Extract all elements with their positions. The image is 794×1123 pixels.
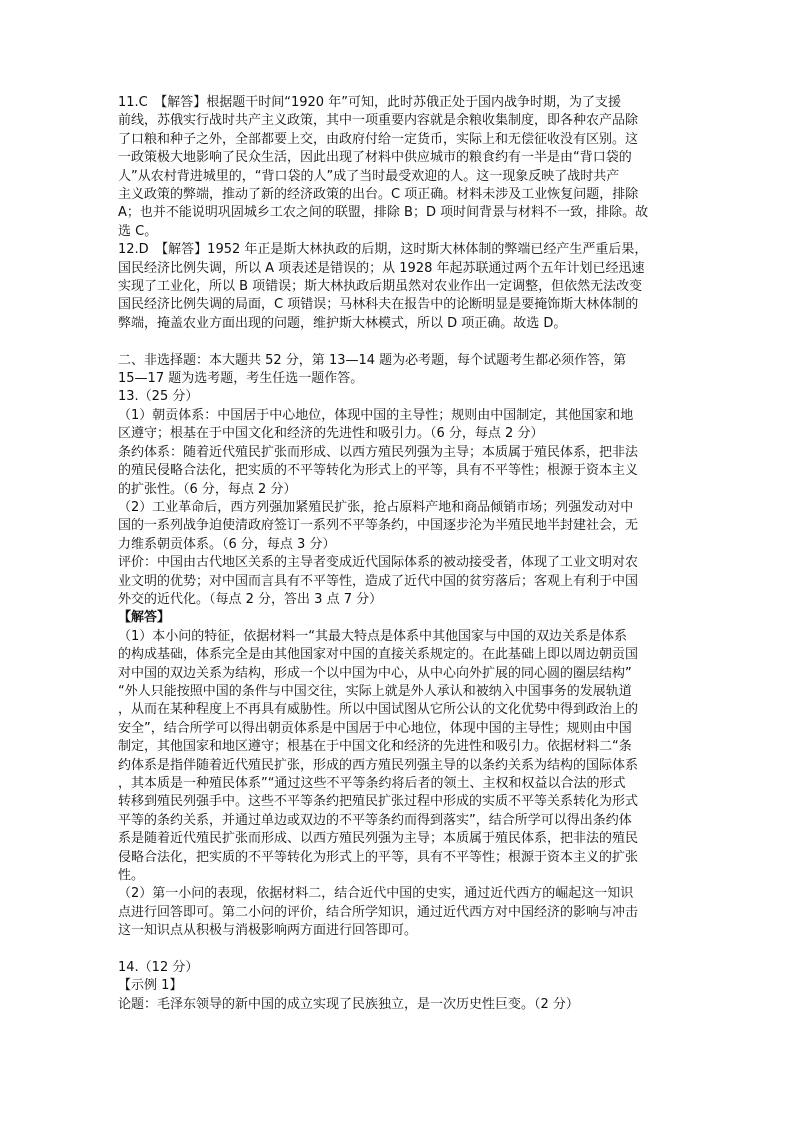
text-line: 人”从农村背进城里的，“背口袋的人”成了当时最受欢迎的人。这一现象反映了战时共产: [118, 168, 620, 184]
text-line: 二、非选择题：本大题共 52 分，第 13—14 题为必考题，每个试题考生都必须作答，第: [118, 352, 627, 368]
text-line: 实现了工业化，所以 B 项错误；斯大林执政后期虽然对农业作出一定调整，但依然无法改变: [118, 279, 643, 295]
text-line: A；也并不能说明巩固城乡工农之间的联盟，排除 B；D 项时间背景与材料不一致，排除。故: [118, 205, 649, 221]
text-line: 制定，其他国家和地区遵守；根基在于中国文化和经济的先进性和吸引力。依据材料二“条: [118, 739, 632, 755]
text-line: 14.（12 分）: [118, 960, 199, 976]
text-line: ，其本质是一种殖民体系”“通过这些不平等条约将后者的领土、主权和权益以合法的形式: [118, 776, 626, 792]
text-line: 的扩张性。（6 分，每点 2 分）: [118, 481, 297, 497]
text-line: （1）本小问的特征，依据材料一“其最大特点是体系中其他国家与中国的双边关系是体系: [118, 628, 628, 644]
text-line: 力维系朝贡体系。（6 分，每点 3 分）: [118, 536, 336, 552]
text-line: 对中国的双边关系为结构，形成一个以中国为中心，从中心向外扩展的同心圆的圈层结构”: [118, 665, 632, 681]
text-line: 点进行回答即可。第二小问的评价，结合所学知识，通过近代西方对中国经济的影响与冲击: [118, 904, 639, 920]
document-page: [118, 94, 678, 1014]
text-line: 性。: [118, 868, 145, 884]
text-line: 论题：毛泽东领导的新中国的成立实现了民族独立，是一次历史性巨变。（2 分）: [118, 996, 579, 1012]
text-line: 13.（25 分）: [118, 389, 199, 405]
text-line: 主义政策的弊端，推动了新的经济政策的出台。C 项正确。材料未涉及工业恢复问题，排除: [118, 187, 639, 203]
text-line: 12.D 【解答】1952 年正是斯大林执政的后期，这时斯大林体制的弊端已经产生严重后果，: [118, 242, 648, 258]
text-line: 【示例 1】: [118, 978, 183, 994]
text-line: 转移到殖民列强手中。这些不平等条约把殖民扩张过程中形成的实质不平等关系转化为形式: [118, 794, 639, 810]
text-line: 的构成基础，体系完全是由其他国家对中国的直接关系规定的。在此基础上即以周边朝贡国: [118, 647, 639, 663]
text-line: 安全”，结合所学可以得出朝贡体系是中国居于中心地位，体现中国的主导性；规则由中国: [118, 720, 632, 736]
text-line: 选 C。: [118, 223, 158, 239]
text-line: 侵略合法化，把实质的不平等转化为形式上的平等，具有不平等性；根源于资本主义的扩张: [118, 849, 639, 865]
text-line: 11.C 【解答】根据题干时间“1920 年”可知，此时苏俄正处于国内战争时期，为了支援: [118, 95, 621, 110]
text-line: 外交的近代化。（每点 2 分，答出 3 点 7 分）: [118, 591, 383, 607]
text-line: ，从而在某种程度上不再具有威胁性。所以中国试图从它所公认的文化优势中得到政治上的: [118, 702, 639, 718]
text-line: 的殖民侵略合法化，把实质的不平等转化为形式上的平等，具有不平等性；根源于资本主义: [118, 463, 639, 479]
text-line: （1）朝贡体系：中国居于中心地位，体现中国的主导性；规则由中国制定，其他国家和地: [118, 407, 634, 423]
text-line: 评价：中国由古代地区关系的主导者变成近代国际体系的被动接受者，体现了工业文明对农: [118, 555, 639, 571]
text-line: 一政策极大地影响了民众生活，因此出现了材料中供应城市的粮食约有一半是由“背口袋的: [118, 150, 632, 166]
text-line: 平等的条约关系，并通过单边或双边的不平等条约而得到落实”，结合所学可以得出条约体: [118, 812, 632, 828]
text-line: 前线，苏俄实行战时共产主义政策，其中一项重要内容就是余粮收集制度，即各种农产品除: [118, 113, 639, 129]
text-line: 【解答】: [118, 610, 171, 626]
text-line: 系是随着近代殖民扩张而形成、以西方殖民列强为主导；本质属于殖民体系，把非法的殖民: [118, 831, 639, 847]
text-line: 这一知识点从积极与消极影响两方面进行回答即可。: [118, 923, 418, 939]
text-line: （2）第一小问的表现，依据材料二，结合近代中国的史实，通过近代西方的崛起这一知识: [118, 886, 634, 902]
text-line: 15—17 题为选考题，考生任选一题作答。: [118, 371, 364, 387]
text-line: 区遵守；根基在于中国文化和经济的先进性和吸引力。（6 分，每点 2 分）: [118, 426, 544, 442]
text-line: 弊端，掩盖农业方面出现的问题，维护斯大林模式，所以 D 项正确。故选 D。: [118, 315, 567, 331]
paragraph-gap: [118, 941, 678, 959]
text-line: （2）工业革命后，西方列强加紧殖民扩张，抢占原料产地和商品倾销市场；列强发动对中: [118, 499, 634, 515]
text-line: 国民经济比例失调的局面，C 项错误；马林科夫在报告中的论断明显是要掩饰斯大林体制的: [118, 297, 639, 313]
text-line: 国的一系列战争迫使清政府签订一系列不平等条约，中国逐步沦为半殖民地半封建社会，无: [118, 518, 639, 534]
text-line: 国民经济比例失调，所以 A 项表述是错误的；从 1928 年起苏联通过两个五年计划已经迅速: [118, 260, 645, 276]
text-line: 了口粮和种子之外，全部都要上交，由政府付给一定货币，实际上和无偿征收没有区别。这: [118, 131, 639, 147]
text-line: 约体系是指伴随着近代殖民扩张，形成的西方殖民列强主导的以条约关系为结构的国际体系: [118, 757, 639, 773]
paragraph-gap: [118, 333, 678, 351]
text-line: 业文明的优势；对中国而言具有不平等性，造成了近代中国的贫穷落后；客观上有利于中国: [118, 573, 639, 589]
text-line: “外人只能按照中国的条件与中国交往，实际上就是外人承认和被纳入中国事务的发展轨道: [118, 683, 632, 699]
text-line: 条约体系：随着近代殖民扩张而形成、以西方殖民列强为主导；本质属于殖民体系，把非法: [118, 444, 639, 460]
